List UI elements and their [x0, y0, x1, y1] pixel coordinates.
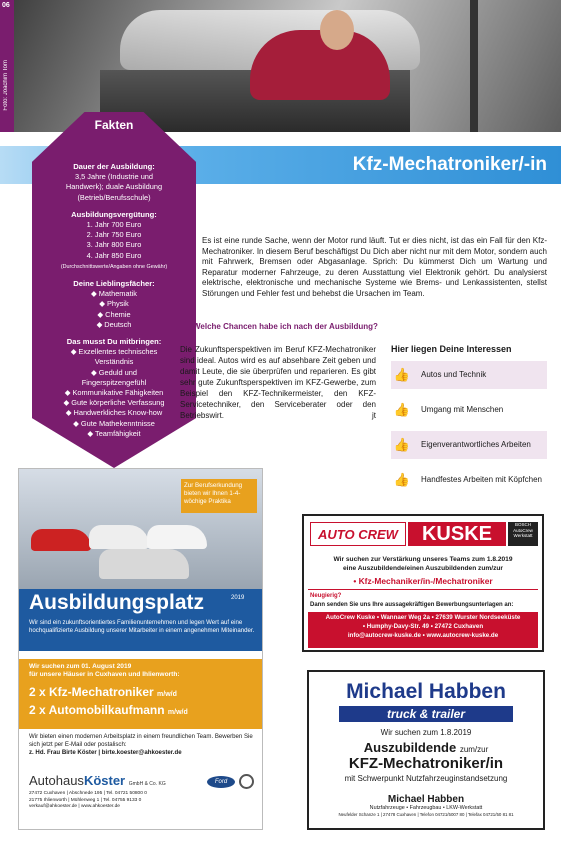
- logo-part: Autohaus: [29, 773, 84, 788]
- faecher-item: ◆ Mathematik: [91, 289, 137, 299]
- dauer-heading: Dauer der Ausbildung:: [73, 162, 155, 171]
- footer-text: Wir bieten einen modernen Arbeitsplatz in einem freundlichen Team. Bewerben Sie sich jetzt per E-Mail oder postalisch:: [29, 733, 253, 749]
- praktikum-offer: Zur Berufserkundung bieten wir Ihnen 1-4-wöchige Praktika: [181, 479, 257, 513]
- faecher-heading: Deine Lieblingsfächer:: [73, 279, 155, 289]
- dauer-text: [40, 172, 188, 203]
- contact-line: z. Hd. Frau Birte Köster | birte.koester@ahkoester.de: [29, 749, 182, 757]
- faecher-item: ◆ Physik: [99, 299, 129, 309]
- mitbringen-item: ◆ Gute Mathekenntnisse: [73, 418, 155, 428]
- mechanic-figure: [250, 30, 390, 100]
- interest-item: [391, 431, 547, 459]
- address-line: • Humphy-Davy-Str. 49 • 27472 Cuxhaven: [362, 622, 484, 630]
- interest-label: Handfestes Arbeiten mit Köpfchen: [421, 475, 542, 484]
- ad-headline: Ausbildungsplatz: [29, 591, 204, 614]
- koester-logo: [29, 773, 166, 788]
- mitbringen-item: ◆ Kommunikative Fähigkeiten: [64, 388, 164, 398]
- mitbringen-heading: Das musst Du mitbringen:: [66, 337, 162, 347]
- logo-part: Köster: [83, 773, 126, 788]
- bosch-logo: BOSCH AutoCrew Werkstatt: [508, 522, 538, 546]
- mitbringen-item: ◆ Exzellentes technisches: [70, 347, 158, 357]
- page-number: 06: [2, 2, 10, 9]
- verguetung-note: (Durchschnittswerte/Angaben ohne Gewähr): [60, 263, 168, 270]
- interest-item: [391, 361, 547, 389]
- ad-michael-habben: [307, 670, 545, 830]
- kuske-job: • Kfz-Mechaniker/in-/Mechatroniker: [353, 576, 493, 586]
- article-chances: [180, 344, 376, 421]
- mitbringen-item: ◆ Handwerkliches Know-how: [65, 408, 163, 418]
- fakten-title: Fakten: [94, 118, 134, 132]
- verguetung-line: 1. Jahr 700 Euro: [86, 220, 142, 230]
- mitbringen-list: [40, 347, 188, 439]
- job-line: [29, 685, 177, 699]
- address-line: AutoCrew Kuske • Wannaer Weg 2a • 27639 Wurster Nordseeküste: [325, 614, 521, 621]
- kuske-line: eine Auszubildende/einen Auszubildenden zum/zur: [343, 565, 503, 572]
- ad-intro-text: Wir sind ein zukunftsorientiertes Familienunternehmen und legen Wert auf eine hochqualifizierte Ausbildung unserer Mitarbeiter in einem angenehmen Miteinander.: [29, 619, 255, 634]
- gender-note: m/w/d: [167, 709, 188, 716]
- faecher-item: ◆ Chemie: [97, 309, 131, 319]
- interest-label: Eigenverantwortliches Arbeiten: [421, 440, 531, 449]
- verguetung-text: [40, 220, 188, 272]
- habben-job: KFZ-Mechatroniker/in: [348, 755, 504, 772]
- address-line: info@autocrew-kuske.de • www.autocrew-kuske.de: [347, 631, 499, 639]
- thumbs-up-icon: 👍: [393, 472, 411, 487]
- car-image: [147, 525, 207, 549]
- job-title: 2 x Kfz-Mechatroniker: [29, 685, 154, 699]
- interest-label: Autos und Technik: [421, 370, 487, 379]
- koester-address: [29, 791, 259, 811]
- habben-azubi: [309, 740, 543, 755]
- car-image: [89, 525, 149, 549]
- lamp-pole: [470, 0, 478, 132]
- kuske-address-bar: [308, 612, 538, 648]
- verguetung-line: 2. Jahr 750 Euro: [86, 230, 142, 240]
- header-photo: [0, 0, 561, 132]
- interest-item: [391, 466, 547, 494]
- verguetung-line: 3. Jahr 800 Euro: [86, 240, 142, 250]
- dauer-line: (Betrieb/Berufsschule): [77, 192, 151, 202]
- kuske-neugierig: Neugierig?: [310, 593, 342, 599]
- ford-logo: Ford: [207, 776, 235, 788]
- thumbs-up-icon: 👍: [393, 367, 411, 382]
- ad-year: 2019: [231, 595, 245, 601]
- thumbs-up-icon: 👍: [393, 437, 411, 452]
- job-line: [29, 703, 188, 717]
- interests-title: Hier liegen Deine Interessen: [391, 344, 512, 354]
- article-question: Welche Chancen habe ich nach der Ausbildung?: [193, 322, 378, 331]
- mitbringen-item: ◆ Gute körperliche Verfassung: [63, 398, 165, 408]
- mitbringen-item: Fingerspitzengefühl: [81, 377, 147, 387]
- article-intro: Es ist eine runde Sache, wenn der Motor rund läuft. Tut er dies nicht, ist das ein Fall für den Kfz-Mechatroniker. In diesem Beruf beschäftigst Du Dich aber nicht nur mit dem Motor, sondern auch mit Fahrwerk, Bremsen oder Abgasanlage. Sprich: Du kümmerst Dich um Wartung und Reparatur moderner Fahrzeuge, zu deren Ausstattung viel Elektronik gehört. Du analysierst elektrische, elektronische und mechanische Systeme wie Brems- und Lenkassistenten, stellst Störungen und Fehler fest und behebst die Ursachen im Team.: [202, 236, 547, 298]
- search-date: Wir suchen zum 01. August 2019: [29, 663, 132, 670]
- kuske-line: Dann senden Sie uns Ihre aussagekräftigen Bewerbungsunterlagen an:: [310, 602, 514, 608]
- habben-tagline: Nutzfahrzeuge • Fahrzeugbau • LKW-Werkstatt: [369, 805, 483, 811]
- habben-address: Neufelder Schanze 1 | 27478 Cuxhaven | Telefon 04721/5007 80 | Telefax 04721/50 81 81: [338, 812, 514, 817]
- interest-label: Umgang mit Menschen: [421, 405, 504, 414]
- logo-part: GmbH & Co. KG: [128, 781, 166, 787]
- dauer-line: Handwerk); duale Ausbildung: [65, 182, 163, 192]
- ad-autocrew-kuske: [302, 514, 544, 652]
- car-image: [31, 529, 91, 551]
- dauer-line: 3,5 Jahre (Industrie und: [74, 172, 154, 182]
- thumbs-up-icon: 👍: [393, 402, 411, 417]
- habben-name-footer: Michael Habben: [387, 794, 465, 805]
- job-offer-box: [19, 659, 262, 729]
- faecher-list: [40, 289, 188, 330]
- autocrew-logo: AUTO CREW: [310, 522, 406, 546]
- chances-text: Die Zukunftsperspektiven im Beruf KFZ-Mechatroniker sind ideal. Autos wird es auf absehbare Zeit geben und damit Leute, die sie überprüfen und reparieren. Es gibt sehr gute Zukunftsperspektiven im KFZ-Gewerbe, zum Beispiel den KFZ-Technikermeister, den KFZ-Servicetechniker, den Serviceberater oder den Betriebswirt.: [180, 345, 376, 420]
- habben-subtitle: truck & trailer: [339, 706, 513, 722]
- mitbringen-item: ◆ Teamfähigkeit: [87, 428, 141, 438]
- habben-focus: mit Schwerpunkt Nutzfahrzeuginstandsetzung: [344, 774, 508, 783]
- azubi-word: Auszubildende: [363, 740, 457, 755]
- page-title: Kfz-Mechatroniker/-in: [352, 154, 547, 175]
- mitbringen-item: ◆ Geduld und: [91, 367, 137, 377]
- interest-item: [391, 396, 547, 424]
- search-houses: für unsere Häuser in Cuxhaven und Ihlienworth:: [29, 671, 180, 679]
- mechanic-head: [320, 10, 354, 50]
- kuske-line: Wir suchen zur Verstärkung unseres Teams zum 1.8.2019: [333, 556, 513, 563]
- author-initials: jt: [372, 411, 376, 420]
- mitbringen-item: Verständnis: [94, 357, 134, 367]
- habben-date: Wir suchen zum 1.8.2019: [380, 728, 472, 737]
- photo-credit: Foto: Joachim Tom: [3, 60, 9, 111]
- azubi-suffix: zum/zur: [459, 745, 489, 754]
- habben-logo: Michael Habben: [346, 680, 506, 703]
- ad-footer: [29, 733, 257, 758]
- kuske-logo: KUSKE: [408, 522, 506, 546]
- address-line: 21775 Ihlienworth | Mühlenweg 1 | Tel. 04755 9133 0: [29, 797, 142, 803]
- volvo-logo: [239, 774, 254, 789]
- divider: [308, 589, 538, 590]
- address-line: 27472 Cuxhaven | Abschnede 195 | Tel. 04721 50800 0: [29, 791, 147, 796]
- ad-headline-box: [19, 589, 262, 651]
- verguetung-line: 4. Jahr 850 Euro: [86, 250, 142, 260]
- address-line: verkauf@ahkoester.de | www.ahkoester.de: [29, 804, 120, 810]
- gender-note: m/w/d: [157, 691, 177, 698]
- job-title: 2 x Automobilkaufmann: [29, 703, 165, 717]
- ad-autohaus-koester: [18, 468, 263, 830]
- verguetung-heading: Ausbildungsvergütung:: [71, 209, 157, 219]
- car-image: [99, 549, 189, 579]
- search-line: [29, 663, 180, 680]
- faecher-item: ◆ Deutsch: [96, 319, 132, 329]
- fakten-box: [40, 162, 188, 446]
